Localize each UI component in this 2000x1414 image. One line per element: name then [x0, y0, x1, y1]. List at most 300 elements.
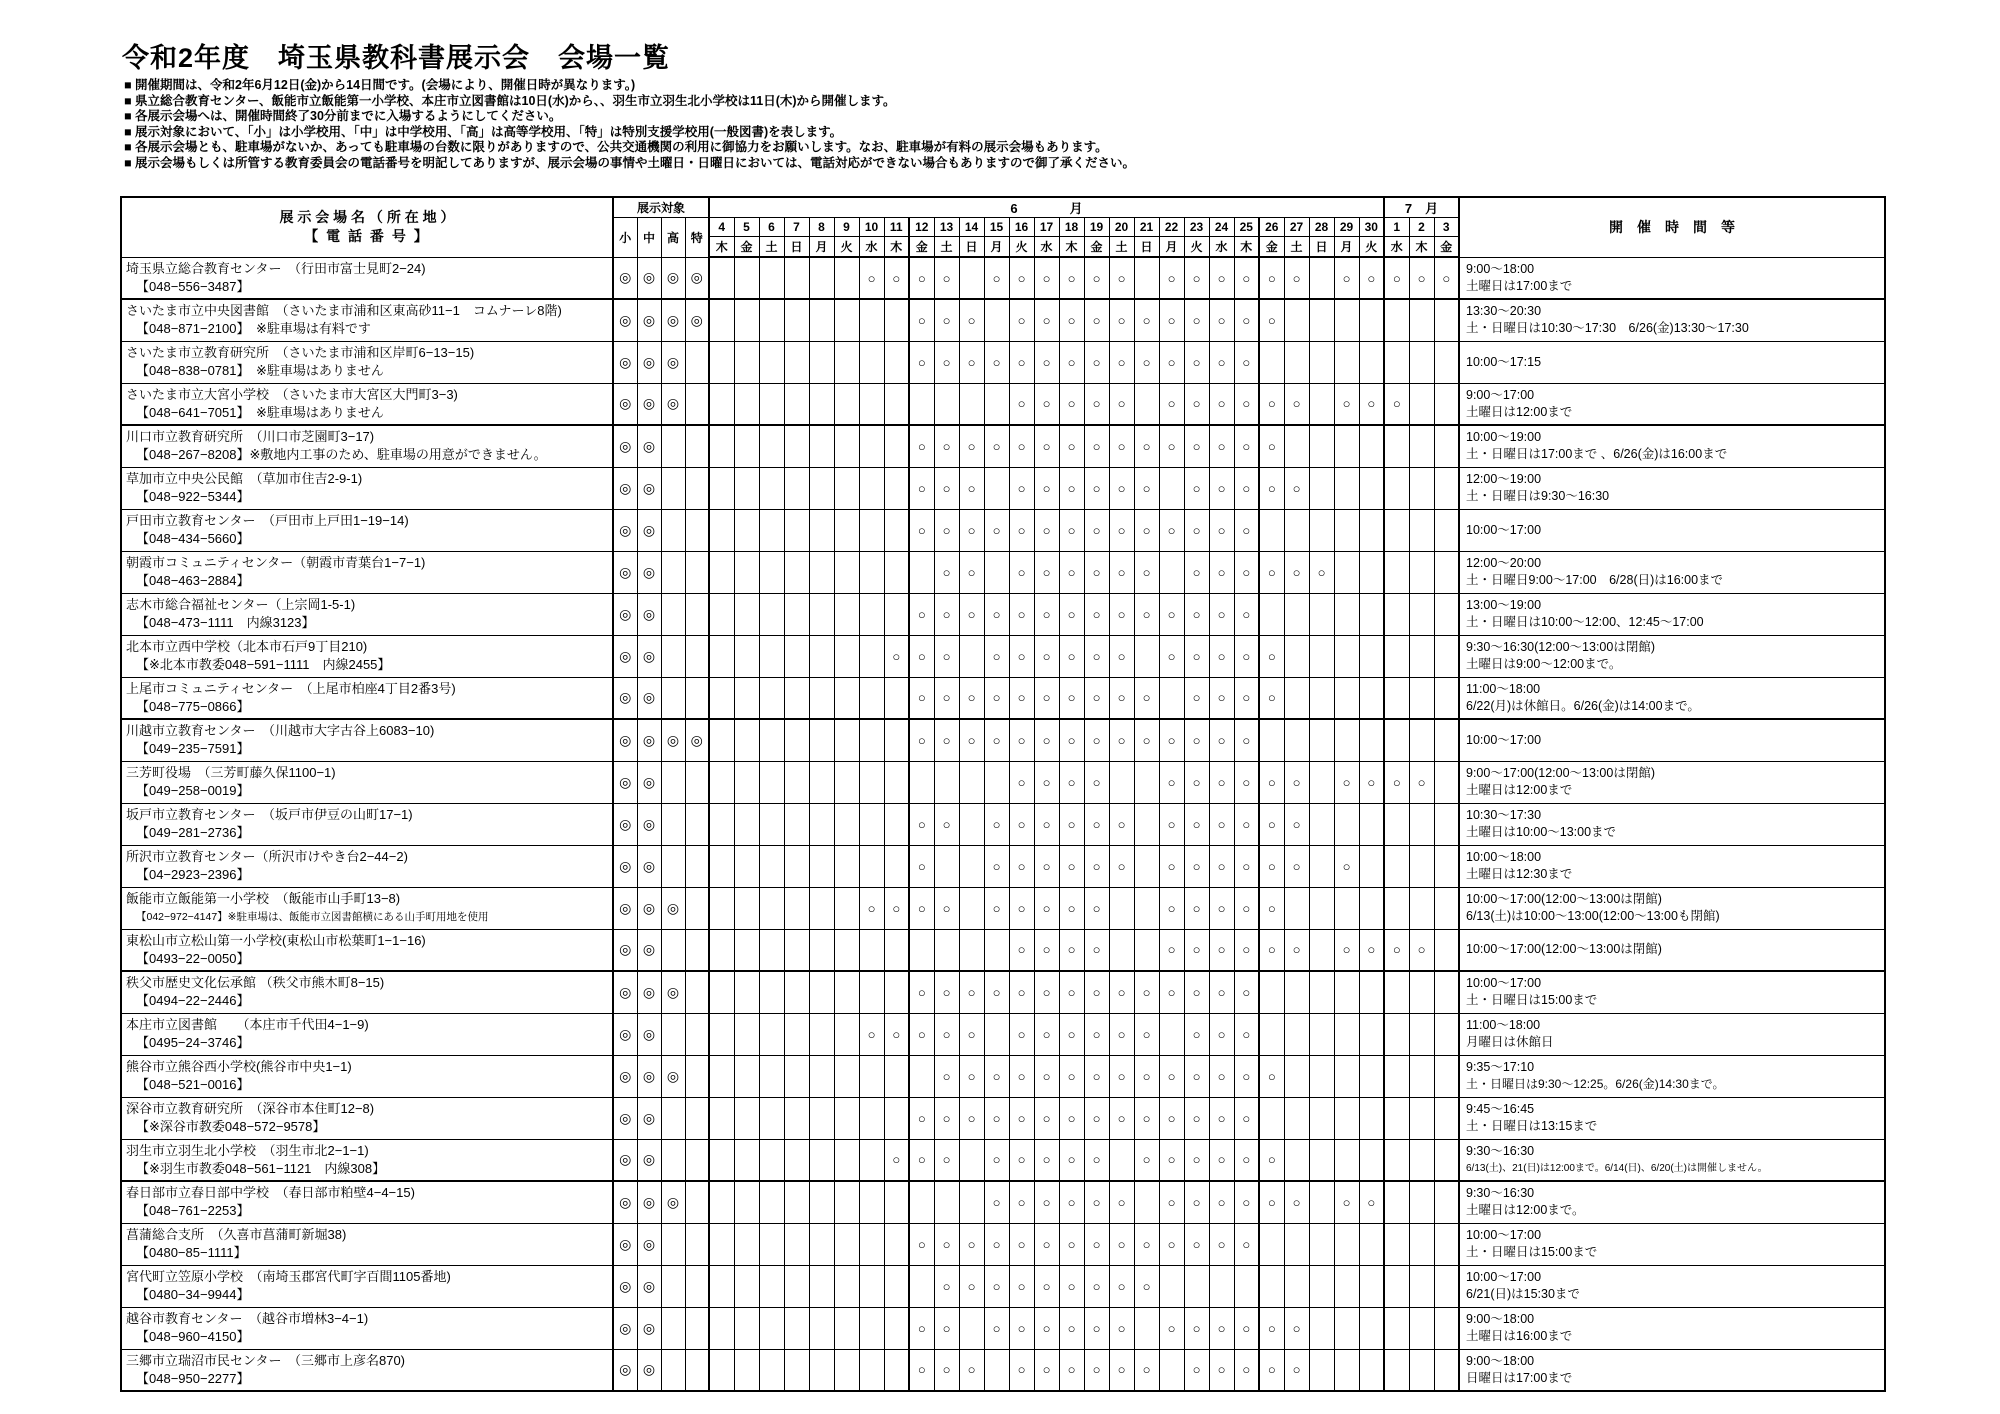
date-cell-6-26: ○	[1259, 887, 1284, 929]
date-cell-6-28	[1309, 845, 1334, 887]
july-header: 7 月	[1384, 197, 1459, 218]
venue-cell	[121, 467, 613, 509]
hours-line1: 13:30～20:30	[1466, 304, 1542, 319]
date-cell-6-9	[834, 1265, 859, 1307]
date-cell-6-11	[884, 971, 909, 1013]
date-cell-6-11	[884, 845, 909, 887]
date-cell-6-16: ○	[1009, 341, 1034, 383]
hours-cell	[1459, 383, 1885, 425]
date-cell-6-15: ○	[984, 803, 1009, 845]
date-cell-6-26	[1259, 1097, 1284, 1139]
date-cell-6-19: ○	[1084, 593, 1109, 635]
date-cell-7-2: ○	[1409, 257, 1434, 299]
date-cell-6-6	[759, 299, 784, 341]
date-cell-6-20: ○	[1109, 1013, 1134, 1055]
date-weekday-6-12: 金	[909, 237, 934, 258]
target-mark-特: ◎	[685, 257, 709, 299]
venue-cell	[121, 635, 613, 677]
venue-cell	[121, 1307, 613, 1349]
date-cell-6-6	[759, 1223, 784, 1265]
venue-name: 東松山市立松山第一小学校(東松山市松葉町1−1−16)	[126, 932, 426, 948]
date-num-7-1: 1	[1384, 218, 1409, 237]
date-cell-6-15	[984, 467, 1009, 509]
date-cell-6-10	[859, 677, 884, 719]
venue-name: 飯能市立飯能第一小学校 （飯能市山手町13−8)	[126, 891, 401, 906]
date-cell-6-23: ○	[1184, 971, 1209, 1013]
date-cell-6-9	[834, 1139, 859, 1181]
date-cell-6-5	[734, 551, 759, 593]
date-cell-6-15	[984, 383, 1009, 425]
date-cell-6-14: ○	[959, 467, 984, 509]
date-cell-6-8	[809, 1307, 834, 1349]
date-cell-6-24: ○	[1209, 1349, 1234, 1391]
venue-cell	[121, 341, 613, 383]
date-cell-6-6	[759, 1139, 784, 1181]
date-cell-6-15	[984, 929, 1009, 971]
date-cell-6-11	[884, 467, 909, 509]
date-cell-6-20: ○	[1109, 341, 1134, 383]
venue-name: 朝霞市コミュニティセンター（朝霞市青葉台1−7−1)	[126, 555, 426, 570]
date-cell-7-1	[1384, 845, 1409, 887]
venue-name: 川越市立教育センター （川越市大字古谷上6083−10)	[126, 723, 435, 739]
date-cell-6-9	[834, 845, 859, 887]
date-cell-6-6	[759, 341, 784, 383]
date-cell-6-21	[1134, 845, 1159, 887]
target-mark-高: ◎	[661, 1181, 685, 1223]
table-row	[121, 1181, 1885, 1223]
date-cell-6-23: ○	[1184, 803, 1209, 845]
venue-name: 秩父市歴史文化伝承館 （秩父市熊木町8−15)	[126, 975, 385, 991]
target-mark-小: ◎	[613, 1349, 637, 1391]
date-cell-6-10: ○	[859, 1013, 884, 1055]
date-cell-6-24: ○	[1209, 677, 1234, 719]
target-mark-高: ◎	[661, 341, 685, 383]
date-cell-6-19: ○	[1084, 509, 1109, 551]
date-cell-6-17: ○	[1034, 593, 1059, 635]
date-cell-6-9	[834, 1055, 859, 1097]
date-cell-6-22: ○	[1159, 593, 1184, 635]
date-cell-6-10	[859, 1139, 884, 1181]
target-mark-特	[685, 677, 709, 719]
venue-name: 三芳町役場 （三芳町藤久保1100−1)	[126, 765, 336, 780]
hours-cell	[1459, 929, 1885, 971]
date-cell-6-6	[759, 719, 784, 761]
hours-line1: 9:45～16:45	[1466, 1102, 1535, 1116]
date-cell-6-17: ○	[1034, 887, 1059, 929]
target-mark-特	[685, 845, 709, 887]
date-cell-6-21: ○	[1134, 425, 1159, 467]
date-cell-6-14	[959, 635, 984, 677]
date-cell-6-17: ○	[1034, 845, 1059, 887]
date-num-6-18: 18	[1059, 218, 1084, 237]
date-num-6-8: 8	[809, 218, 834, 237]
hours-line2: 土・日曜日は13:15まで	[1466, 1119, 1598, 1133]
date-cell-7-3: ○	[1434, 257, 1459, 299]
date-cell-6-29: ○	[1334, 929, 1359, 971]
date-cell-6-5	[734, 1181, 759, 1223]
hours-line1: 10:00～17:00(12:00～13:00は閉館)	[1466, 892, 1662, 906]
date-cell-6-11	[884, 803, 909, 845]
target-mark-高	[661, 677, 685, 719]
venue-phone: 【048−761−2253】	[136, 1203, 250, 1219]
date-cell-6-9	[834, 467, 859, 509]
date-cell-6-27: ○	[1284, 1349, 1309, 1391]
venue-phone: 【048−838−0781】 ※駐車場はありません	[136, 363, 384, 378]
target-mark-小: ◎	[613, 1097, 637, 1139]
target-mark-高	[661, 1097, 685, 1139]
date-cell-6-28	[1309, 1223, 1334, 1265]
venue-header-line2: 【 電 話 番 号 】	[304, 228, 430, 245]
hours-line1: 9:00～17:00(12:00～13:00は閉館)	[1466, 766, 1655, 780]
date-cell-6-11	[884, 1349, 909, 1391]
date-cell-6-11	[884, 1181, 909, 1223]
date-cell-6-12: ○	[909, 1097, 934, 1139]
date-cell-6-30	[1359, 1013, 1384, 1055]
note-line: ■ 県立総合教育センター、飯能市立飯能第一小学校、本庄市立図書館は10日(水)から、、羽生市立羽生北小学校は11日(木)から開催します。	[124, 93, 896, 108]
date-cell-6-12: ○	[909, 1139, 934, 1181]
date-cell-6-27	[1284, 1097, 1309, 1139]
date-cell-6-7	[784, 929, 809, 971]
date-cell-6-24: ○	[1209, 341, 1234, 383]
date-cell-6-7	[784, 257, 809, 299]
date-cell-6-6	[759, 1307, 784, 1349]
venue-cell	[121, 719, 613, 761]
date-cell-6-14	[959, 1307, 984, 1349]
date-cell-6-12: ○	[909, 677, 934, 719]
date-num-6-20: 20	[1109, 218, 1134, 237]
date-cell-6-7	[784, 425, 809, 467]
date-cell-6-7	[784, 1097, 809, 1139]
date-weekday-6-15: 月	[984, 237, 1009, 258]
date-cell-7-3	[1434, 845, 1459, 887]
venue-phone: 【04−2923−2396】	[136, 867, 250, 882]
date-cell-6-14	[959, 1139, 984, 1181]
date-cell-6-23: ○	[1184, 1055, 1209, 1097]
date-cell-6-29	[1334, 1013, 1359, 1055]
date-cell-6-9	[834, 803, 859, 845]
date-cell-6-19: ○	[1084, 1013, 1109, 1055]
date-cell-6-11	[884, 299, 909, 341]
venue-cell	[121, 1223, 613, 1265]
date-cell-7-1	[1384, 467, 1409, 509]
date-cell-6-22: ○	[1159, 1097, 1184, 1139]
target-mark-小: ◎	[613, 719, 637, 761]
venue-name: 所沢市立教育センター（所沢市けやき台2−44−2)	[126, 849, 408, 864]
date-cell-6-23: ○	[1184, 551, 1209, 593]
date-cell-6-27	[1284, 1013, 1309, 1055]
hours-line2: 土曜日は17:00まで	[1466, 278, 1573, 293]
date-cell-6-23: ○	[1184, 677, 1209, 719]
date-cell-6-30	[1359, 551, 1384, 593]
date-num-6-19: 19	[1084, 218, 1109, 237]
date-cell-7-1	[1384, 299, 1409, 341]
date-cell-6-4	[709, 551, 734, 593]
date-cell-7-1	[1384, 1055, 1409, 1097]
date-num-6-29: 29	[1334, 218, 1359, 237]
date-cell-6-8	[809, 887, 834, 929]
date-cell-6-5	[734, 593, 759, 635]
hours-cell	[1459, 1097, 1885, 1139]
date-cell-6-28	[1309, 1181, 1334, 1223]
date-cell-6-19: ○	[1084, 1055, 1109, 1097]
date-cell-6-19: ○	[1084, 971, 1109, 1013]
hours-line1: 13:00～19:00	[1466, 598, 1542, 612]
date-cell-6-28	[1309, 803, 1334, 845]
date-cell-6-8	[809, 761, 834, 803]
date-cell-6-25: ○	[1234, 635, 1259, 677]
target-mark-高: ◎	[661, 257, 685, 299]
venue-name: 草加市立中央公民館 （草加市住吉2-9-1)	[126, 471, 363, 486]
date-cell-6-14: ○	[959, 551, 984, 593]
hours-cell	[1459, 1349, 1885, 1391]
hours-line1: 10:00～17:00	[1466, 522, 1542, 537]
date-cell-6-17: ○	[1034, 971, 1059, 1013]
date-cell-6-23	[1184, 1265, 1209, 1307]
date-cell-6-25: ○	[1234, 1139, 1259, 1181]
venue-cell	[121, 803, 613, 845]
date-cell-6-21	[1134, 887, 1159, 929]
venue-phone: 【048−434−5660】	[136, 531, 250, 546]
date-cell-7-3	[1434, 1181, 1459, 1223]
venue-cell	[121, 761, 613, 803]
date-cell-6-23: ○	[1184, 635, 1209, 677]
date-cell-7-1	[1384, 719, 1409, 761]
date-cell-6-11: ○	[884, 257, 909, 299]
date-cell-6-14	[959, 257, 984, 299]
date-cell-6-6	[759, 1181, 784, 1223]
date-num-7-3: 3	[1434, 218, 1459, 237]
date-cell-6-23: ○	[1184, 593, 1209, 635]
date-cell-7-3	[1434, 1055, 1459, 1097]
date-cell-6-27	[1284, 509, 1309, 551]
date-cell-6-30	[1359, 593, 1384, 635]
date-cell-6-5	[734, 425, 759, 467]
date-cell-6-27: ○	[1284, 1181, 1309, 1223]
date-cell-6-27: ○	[1284, 803, 1309, 845]
venue-name: 埼玉県立総合教育センター （行田市富士見町2−24)	[126, 260, 426, 276]
venue-name: 春日部市立春日部中学校 （春日部市粕壁4−4−15)	[126, 1185, 415, 1201]
target-mark-中: ◎	[637, 425, 661, 467]
date-cell-6-8	[809, 803, 834, 845]
date-cell-6-8	[809, 467, 834, 509]
date-cell-6-28	[1309, 677, 1334, 719]
date-cell-6-14: ○	[959, 1265, 984, 1307]
date-cell-6-19: ○	[1084, 887, 1109, 929]
date-cell-6-25: ○	[1234, 341, 1259, 383]
date-cell-6-19: ○	[1084, 1307, 1109, 1349]
date-cell-6-15	[984, 761, 1009, 803]
date-cell-6-15	[984, 1349, 1009, 1391]
date-cell-6-23: ○	[1184, 1097, 1209, 1139]
date-weekday-6-29: 月	[1334, 237, 1359, 258]
date-cell-6-18: ○	[1059, 299, 1084, 341]
date-cell-6-5	[734, 845, 759, 887]
date-cell-6-4	[709, 593, 734, 635]
date-cell-6-12	[909, 551, 934, 593]
date-num-6-28: 28	[1309, 218, 1334, 237]
date-cell-6-5	[734, 929, 759, 971]
date-cell-6-22: ○	[1159, 425, 1184, 467]
date-cell-6-13: ○	[934, 593, 959, 635]
table-row	[121, 803, 1885, 845]
hours-header: 開 催 時 間 等	[1459, 197, 1885, 257]
venue-phone: 【048−641−7051】 ※駐車場はありません	[136, 404, 384, 420]
date-cell-6-20: ○	[1109, 1265, 1134, 1307]
target-mark-中: ◎	[637, 635, 661, 677]
target-mark-特	[685, 929, 709, 971]
table-row	[121, 1139, 1885, 1181]
date-cell-6-18: ○	[1059, 509, 1084, 551]
hours-cell	[1459, 1181, 1885, 1223]
date-cell-6-23: ○	[1184, 1139, 1209, 1181]
venue-phone: 【048−922−5344】	[136, 489, 250, 504]
venue-phone: 【049−235−7591】	[136, 741, 250, 757]
date-cell-6-30	[1359, 509, 1384, 551]
date-cell-6-27	[1284, 1139, 1309, 1181]
date-cell-6-16: ○	[1009, 509, 1034, 551]
date-cell-6-18: ○	[1059, 1265, 1084, 1307]
hours-line2: 6/13(土)は10:00～13:00(12:00～13:00も閉館)	[1466, 909, 1720, 923]
date-cell-6-18: ○	[1059, 677, 1084, 719]
date-cell-6-5	[734, 719, 759, 761]
venue-phone: 【048−556−3487】	[136, 278, 250, 294]
date-cell-6-12: ○	[909, 635, 934, 677]
date-cell-6-18: ○	[1059, 761, 1084, 803]
date-cell-6-28	[1309, 719, 1334, 761]
date-cell-7-3	[1434, 719, 1459, 761]
date-cell-6-7	[784, 845, 809, 887]
table-row	[121, 551, 1885, 593]
date-cell-6-11	[884, 509, 909, 551]
date-cell-6-9	[834, 383, 859, 425]
date-cell-6-4	[709, 719, 734, 761]
date-cell-6-12	[909, 1055, 934, 1097]
venue-phone: 【048−473−1111 内線3123】	[136, 615, 315, 630]
date-cell-6-5	[734, 1223, 759, 1265]
target-mark-特: ◎	[685, 719, 709, 761]
date-cell-6-19: ○	[1084, 1181, 1109, 1223]
date-cell-6-26: ○	[1259, 761, 1284, 803]
table-row	[121, 425, 1885, 467]
date-cell-6-4	[709, 929, 734, 971]
table-row	[121, 299, 1885, 341]
date-cell-6-17: ○	[1034, 803, 1059, 845]
date-cell-6-7	[784, 1223, 809, 1265]
date-cell-6-5	[734, 467, 759, 509]
date-cell-6-30	[1359, 635, 1384, 677]
date-cell-6-15: ○	[984, 1055, 1009, 1097]
date-cell-6-21: ○	[1134, 299, 1159, 341]
target-col-小: 小	[613, 218, 637, 258]
date-cell-6-4	[709, 383, 734, 425]
date-cell-6-7	[784, 1139, 809, 1181]
date-cell-6-26: ○	[1259, 467, 1284, 509]
target-mark-特	[685, 1139, 709, 1181]
date-cell-6-22	[1159, 1265, 1184, 1307]
venue-header-line1: 展 示 会 場 名 （ 所 在 地 ）	[279, 209, 455, 226]
date-cell-7-1	[1384, 1181, 1409, 1223]
date-num-6-15: 15	[984, 218, 1009, 237]
date-weekday-6-13: 土	[934, 237, 959, 258]
date-cell-6-8	[809, 425, 834, 467]
hours-line2: 6/13(土)、21(日)は12:00まで。6/14(日)、6/20(土)は開催しません。	[1466, 1162, 1768, 1174]
date-cell-6-8	[809, 929, 834, 971]
target-mark-特	[685, 341, 709, 383]
venue-cell	[121, 929, 613, 971]
venue-cell	[121, 257, 613, 299]
venue-phone: 【0494−22−2446】	[136, 993, 250, 1009]
date-cell-6-18: ○	[1059, 1139, 1084, 1181]
date-cell-6-30	[1359, 677, 1384, 719]
date-cell-6-14: ○	[959, 677, 984, 719]
date-cell-6-8	[809, 1055, 834, 1097]
date-cell-6-26: ○	[1259, 551, 1284, 593]
date-cell-6-15: ○	[984, 425, 1009, 467]
date-cell-6-22: ○	[1159, 341, 1184, 383]
date-cell-6-18: ○	[1059, 845, 1084, 887]
table-row	[121, 845, 1885, 887]
target-mark-高	[661, 1265, 685, 1307]
date-cell-6-28	[1309, 467, 1334, 509]
date-cell-6-5	[734, 1055, 759, 1097]
date-cell-6-28	[1309, 635, 1334, 677]
date-cell-6-20: ○	[1109, 845, 1134, 887]
hours-line2: 土・日曜日は9:30～12:25。6/26(金)14:30まで。	[1466, 1077, 1725, 1091]
date-cell-6-9	[834, 1013, 859, 1055]
date-cell-6-19: ○	[1084, 1139, 1109, 1181]
date-cell-6-26: ○	[1259, 1055, 1284, 1097]
date-cell-7-2	[1409, 887, 1434, 929]
date-cell-6-9	[834, 971, 859, 1013]
date-cell-6-11	[884, 1307, 909, 1349]
date-cell-7-3	[1434, 761, 1459, 803]
target-group-header: 展示対象	[613, 197, 709, 218]
date-cell-6-22	[1159, 551, 1184, 593]
date-cell-6-13: ○	[934, 635, 959, 677]
date-cell-7-2	[1409, 467, 1434, 509]
date-cell-6-21	[1134, 803, 1159, 845]
date-cell-6-26	[1259, 719, 1284, 761]
date-cell-6-10	[859, 1307, 884, 1349]
venue-phone: 【※羽生市教委048−561−1121 内線308】	[136, 1160, 386, 1176]
date-cell-6-12: ○	[909, 803, 934, 845]
date-cell-6-10: ○	[859, 257, 884, 299]
date-cell-6-27	[1284, 1223, 1309, 1265]
date-cell-7-2: ○	[1409, 761, 1434, 803]
date-cell-7-1	[1384, 509, 1409, 551]
date-cell-6-29	[1334, 719, 1359, 761]
date-weekday-6-5: 金	[734, 237, 759, 258]
date-num-6-21: 21	[1134, 218, 1159, 237]
date-cell-7-3	[1434, 509, 1459, 551]
target-mark-高	[661, 845, 685, 887]
date-cell-6-22: ○	[1159, 1307, 1184, 1349]
date-cell-6-30	[1359, 1139, 1384, 1181]
venue-column-header	[121, 197, 613, 257]
date-cell-6-26: ○	[1259, 425, 1284, 467]
date-cell-6-25	[1234, 1265, 1259, 1307]
date-cell-6-26: ○	[1259, 1349, 1284, 1391]
date-cell-6-12: ○	[909, 467, 934, 509]
date-cell-6-12: ○	[909, 1307, 934, 1349]
date-cell-6-21: ○	[1134, 719, 1159, 761]
target-mark-小: ◎	[613, 929, 637, 971]
date-cell-6-4	[709, 341, 734, 383]
date-cell-6-11	[884, 1265, 909, 1307]
date-cell-6-4	[709, 1265, 734, 1307]
date-cell-6-10	[859, 1223, 884, 1265]
date-cell-6-26: ○	[1259, 635, 1284, 677]
